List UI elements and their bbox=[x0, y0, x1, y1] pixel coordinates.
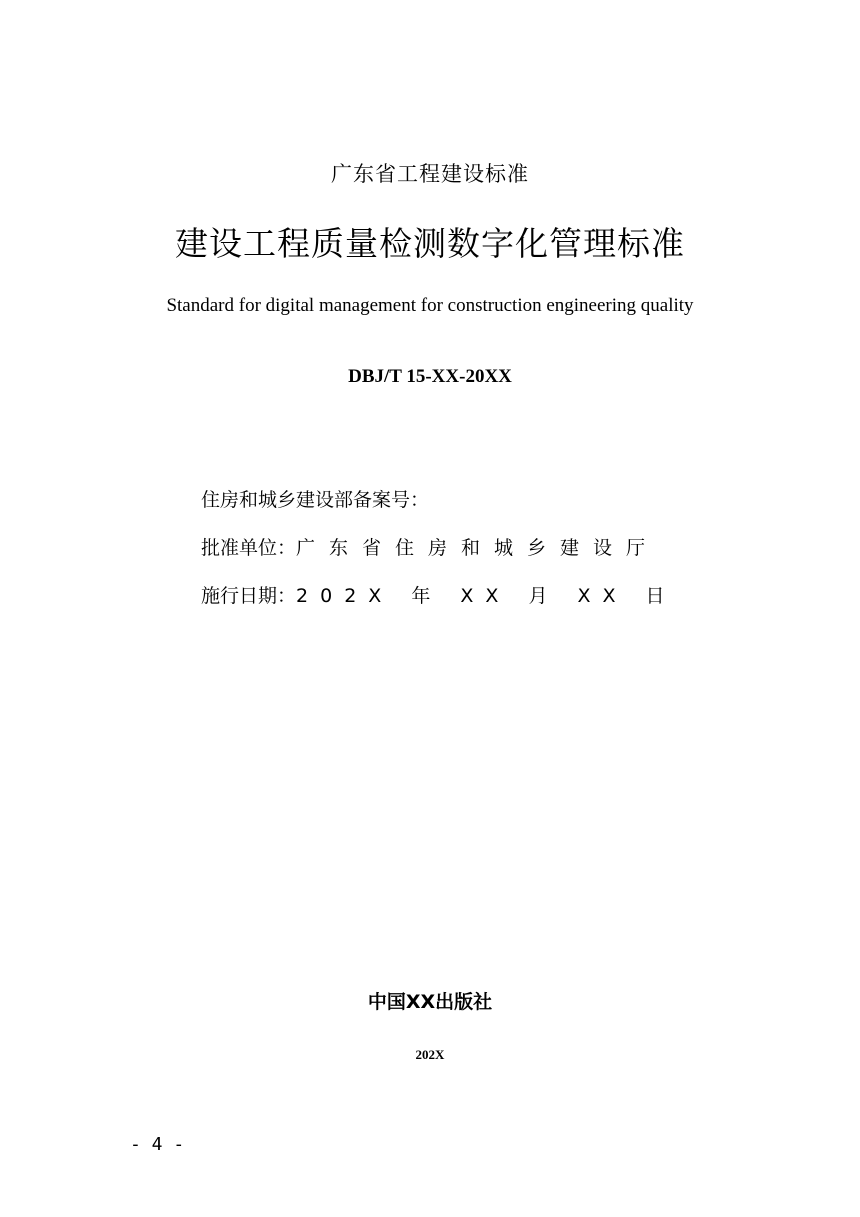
english-title: Standard for digital management for construction engineering quality bbox=[166, 295, 694, 316]
effective-date-value: 202X 年 XX 月 XX 日 bbox=[296, 585, 677, 607]
effective-date-row bbox=[201, 581, 677, 608]
publisher: 中国XX出版社 bbox=[367, 991, 493, 1013]
standard-code: DBJ/T 15-XX-20XX bbox=[348, 366, 512, 387]
publication-year: 202X bbox=[415, 1047, 445, 1062]
approval-unit-value: 广东省住房和城乡建设厅 bbox=[296, 537, 660, 559]
series-title: 广东省工程建设标准 bbox=[331, 162, 529, 186]
effective-date-label: 施行日期： bbox=[201, 585, 297, 607]
page-number: - 4 - bbox=[130, 1134, 185, 1155]
record-number-label: 住房和城乡建设部备案号： bbox=[201, 489, 430, 511]
approval-unit-label: 批准单位： bbox=[201, 537, 297, 559]
record-number-row bbox=[201, 485, 429, 512]
document-title: 建设工程质量检测数字化管理标准 bbox=[175, 224, 685, 263]
approval-unit-row bbox=[201, 533, 659, 560]
